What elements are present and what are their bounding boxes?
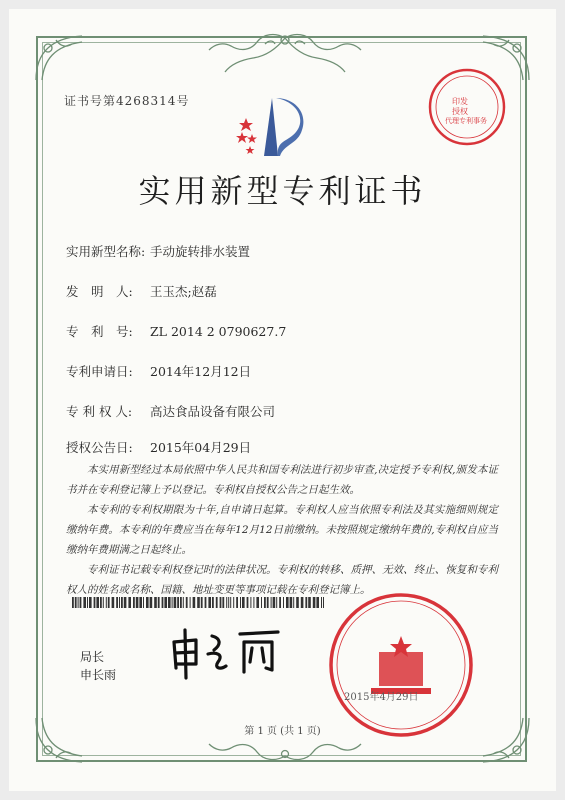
field-label: 专利申请日: — [66, 364, 133, 379]
field-application-date — [66, 362, 251, 380]
field-label: 实用新型名称: — [66, 244, 146, 259]
body-paragraph: 本专利的专利权期限为十年,自申请日起算。专利权人应当依照专利法及其实施细则规定缴纳年费。本专利的年费应当在每年12月12日前缴纳。未按照规定缴纳年费的,专利权自应当缴纳年费期满之日起终止。 — [66, 504, 498, 556]
field-patent-number — [66, 322, 286, 340]
field-utility-model-name — [66, 242, 250, 260]
field-label: 发 明 人: — [66, 284, 133, 299]
chief-signature-icon — [168, 624, 288, 680]
chief-name: 申长雨 — [80, 668, 117, 682]
agency-stamp-line: 印发 — [452, 97, 468, 106]
agency-stamp-line: 授权 — [452, 107, 468, 116]
body-paragraph: 专利证书记载专利权登记时的法律状况。专利权的转移、质押、无效、终止、恢复和专利权人的姓名或名称、国籍、地址变更等事项记载在专利登记簿上。 — [66, 564, 498, 596]
field-value: 王玉杰;赵磊 — [150, 284, 217, 299]
certificate-body — [66, 460, 498, 600]
page-number: 第 1 页 (共 1 页) — [244, 726, 321, 737]
seal-date: 2015年4月29日 — [344, 692, 419, 703]
field-label: 专 利 权 人: — [66, 404, 133, 419]
corner-ornament-icon — [32, 712, 88, 768]
field-value: 手动旋转排水装置 — [150, 244, 251, 259]
body-paragraph: 本实用新型经过本局依照中华人民共和国专利法进行初步审查,决定授予专利权,颁发本证书并在专利登记簿上予以登记。专利权自授权公告之日起生效。 — [66, 464, 498, 496]
field-value: ZL 2014 2 0790627.7 — [150, 324, 287, 339]
field-value: 2015年04月29日 — [150, 440, 252, 455]
field-patentee — [66, 402, 275, 420]
field-value: 高达食品设备有限公司 — [150, 404, 276, 419]
field-grant-date — [66, 438, 251, 456]
barcode-icon — [72, 597, 326, 608]
official-seal-icon — [326, 590, 476, 740]
top-ornament-icon — [205, 30, 365, 76]
field-inventors — [66, 282, 217, 300]
chief-title: 局长 — [80, 650, 105, 664]
field-label: 授权公告日: — [66, 440, 133, 455]
field-label: 专 利 号: — [66, 324, 133, 339]
certificate-number: 证书号第4268314号 — [64, 94, 190, 108]
certificate-title: 实用新型专利证书 — [138, 172, 427, 210]
field-value: 2014年12月12日 — [150, 364, 252, 379]
corner-ornament-icon — [32, 30, 88, 86]
corner-ornament-icon — [477, 712, 533, 768]
agency-stamp-line: 代理专利事务 — [445, 117, 487, 125]
patent-office-logo-icon — [232, 92, 312, 162]
